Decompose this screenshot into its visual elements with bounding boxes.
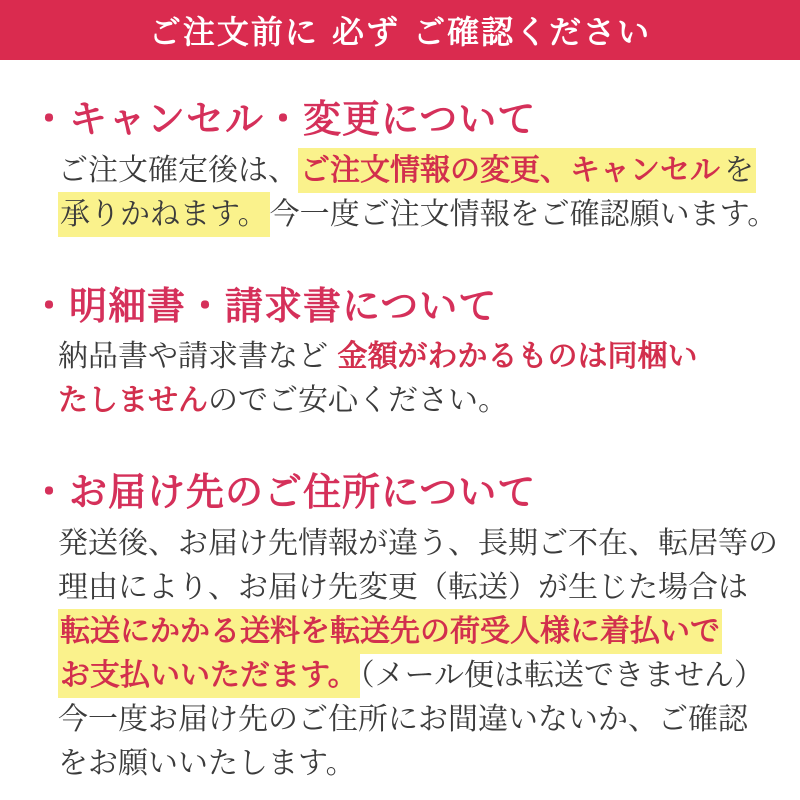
text-segment: をお願いいたします。 [58,745,356,781]
section-body-cancel-change [58,149,776,237]
section-statement-invoice [30,283,776,424]
text-segment: ご注文情報の変更、キャンセル [298,148,722,193]
text-segment: 今一度ご注文情報をご確認願います。 [269,196,778,232]
section-shipping-address [30,469,776,786]
header-banner [0,0,800,60]
text-segment: ご注文確定後は、 [58,152,298,188]
text-segment: 今一度お届け先のご住所にお間違いないか、ご確認 [58,701,748,737]
text-segment: 納品書や請求書など [58,339,338,374]
text-segment: 承りかねます。 [58,192,270,237]
text-segment: のでご安心ください。 [208,383,508,418]
page-title: ご注文前に 必ず ご確認ください [148,13,652,51]
text-segment: （メール便は転送できません） [359,657,765,693]
section-body-statement-invoice [58,335,776,423]
text-segment: 転送にかかる送料を転送先の荷受人様に着払いで [58,609,722,654]
section-body-shipping-address [58,522,776,786]
notice-content [0,60,800,786]
section-heading-statement-invoice: ・明細書・請求書について [30,283,498,328]
text-segment: お支払いいただます。 [58,653,360,698]
section-heading-cancel-change: ・キャンセル・変更について [30,97,537,141]
text-segment: 金額がわかるものは同梱い [337,339,698,374]
section-heading-shipping-address: ・お届け先のご住所について [30,470,537,514]
section-cancel-change [30,96,776,237]
text-segment: たしません [58,383,208,418]
text-segment: 発送後、お届け先情報が違う、長期ご不在、転居等の [58,525,778,561]
text-segment: 理由により、お届け先変更（転送）が生じた場合は [58,569,748,605]
text-segment: を [722,148,756,193]
